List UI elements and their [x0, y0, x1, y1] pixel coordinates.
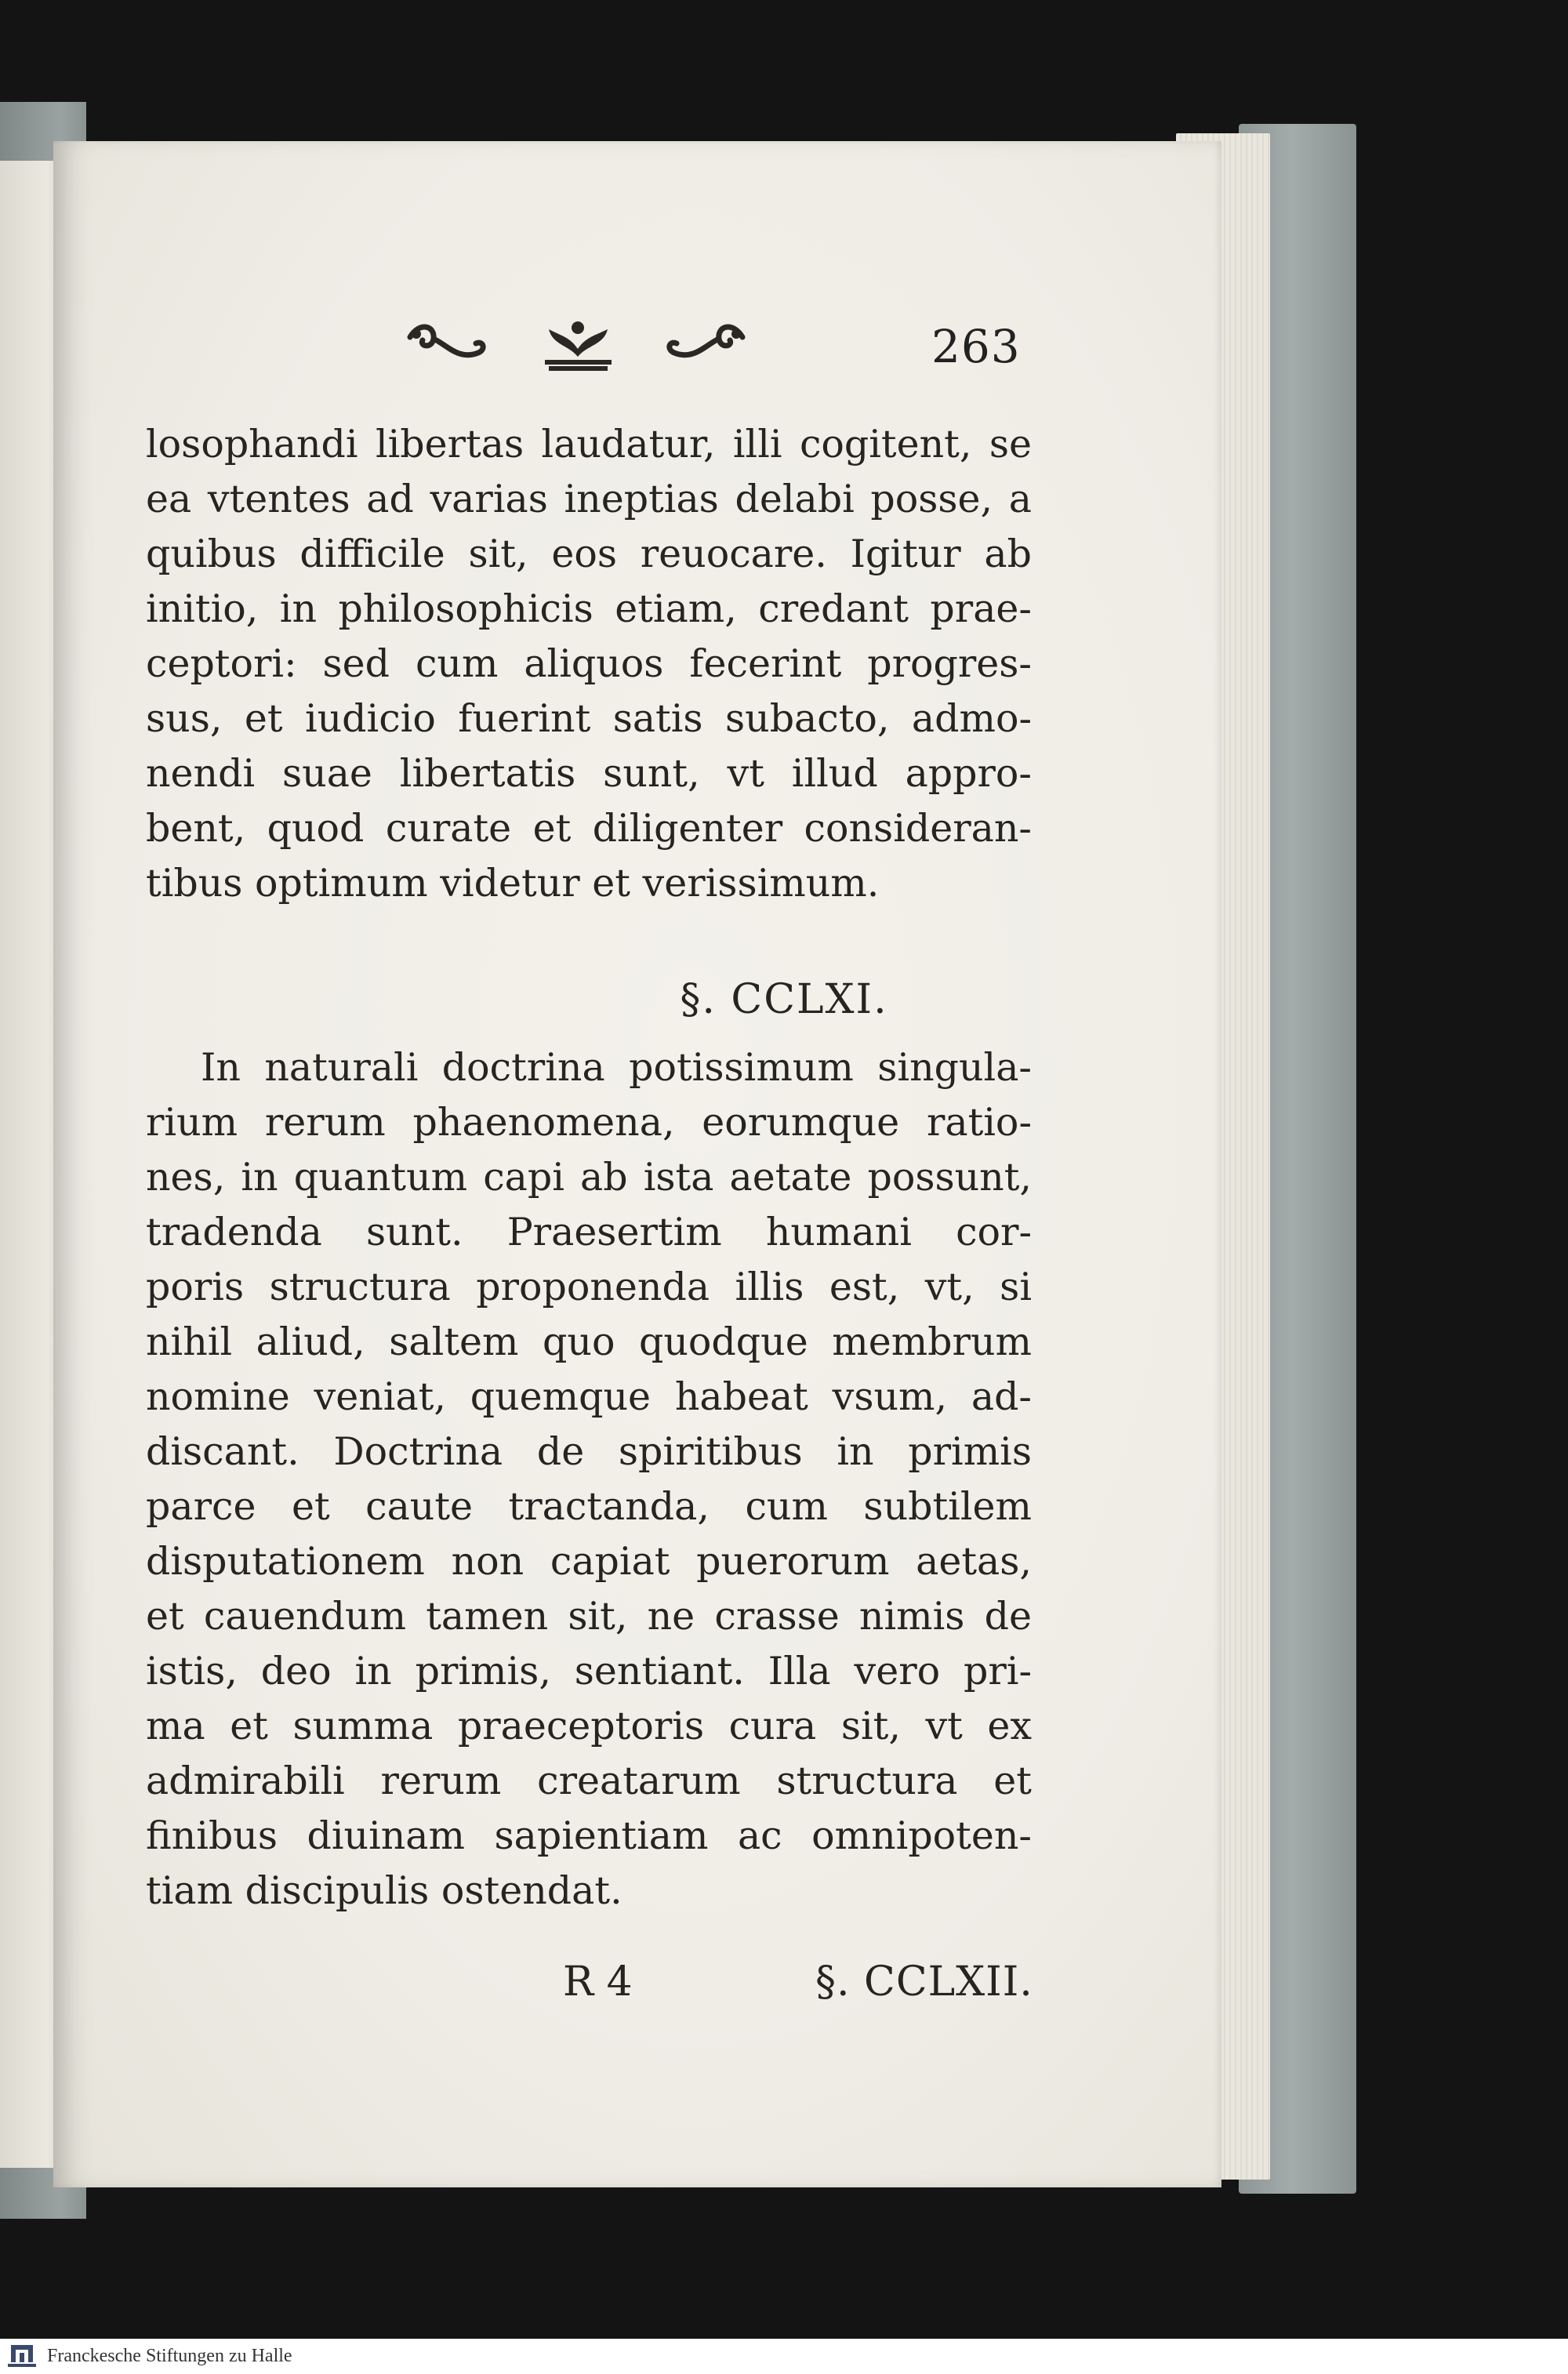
text-line: nihil aliud, saltem quo quodque membrum: [146, 1319, 1032, 1364]
text-line: poris structura proponenda illis est, vt, si: [146, 1265, 1032, 1309]
section-heading: §. CCLXI.: [680, 976, 888, 1023]
text-line: In naturali doctrina potissimum singula-: [201, 1045, 1032, 1090]
text-line: discant. Doctrina de spiritibus in primis: [146, 1429, 1032, 1474]
page-header: [0, 314, 1568, 384]
center-ornament-icon: [537, 314, 619, 376]
signature-mark: R 4: [563, 1958, 633, 2006]
text-line: tiam discipulis ostendat.: [146, 1868, 622, 1913]
text-line: finibus diuinam sapientiam ac omnipoten-: [146, 1813, 1032, 1858]
text-line: losophandi libertas laudatur, illi cogitent, se: [146, 422, 1032, 466]
page-number: 263: [931, 320, 1021, 373]
text-line: bent, quod curate et diligenter consideran-: [146, 806, 1032, 851]
text-line: nes, in quantum capi ab ista aetate possunt,: [146, 1155, 1032, 1200]
text-line: ceptori: sed cum aliquos fecerint progres-: [146, 641, 1032, 686]
text-line: et cauendum tamen sit, ne crasse nimis de: [146, 1594, 1032, 1639]
text-line: tradenda sunt. Praesertim humani cor-: [146, 1210, 1032, 1254]
text-line: quibus difficile sit, eos reuocare. Igitur ab: [146, 532, 1032, 576]
catchword: §. CCLXII.: [815, 1958, 1033, 2006]
text-line: initio, in philosophicis etiam, credant prae-: [146, 586, 1032, 631]
text-line: istis, deo in primis, sentiant. Illa vero pri-: [146, 1649, 1032, 1693]
text-line: ea vtentes ad varias ineptias delabi posse, a: [146, 477, 1032, 521]
text-line: ma et summa praeceptoris cura sit, vt ex: [146, 1704, 1032, 1748]
text-line: admirabili rerum creatarum structura et: [146, 1759, 1032, 1803]
credit-text: Franckesche Stiftungen zu Halle: [47, 2346, 292, 2366]
right-ornament-icon: [662, 314, 749, 376]
text-line: disputationem non capiat puerorum aetas,: [146, 1539, 1032, 1584]
text-line: parce et caute tractanda, cum subtilem: [146, 1484, 1032, 1529]
institution-logo-icon: [5, 2342, 39, 2370]
text-line: sus, et iudicio fuerint satis subacto, admo-: [146, 696, 1032, 741]
credit-bar: [0, 2339, 1568, 2374]
text-line: nomine veniat, quemque habeat vsum, ad-: [146, 1374, 1032, 1419]
text-line: rium rerum phaenomena, eorumque ratio-: [146, 1100, 1032, 1145]
text-line: tibus optimum videtur et verissimum.: [146, 861, 880, 906]
left-ornament-icon: [404, 314, 490, 376]
page-footer: [0, 1958, 1568, 2013]
text-line: nendi suae libertatis sunt, vt illud appro-: [146, 751, 1032, 796]
